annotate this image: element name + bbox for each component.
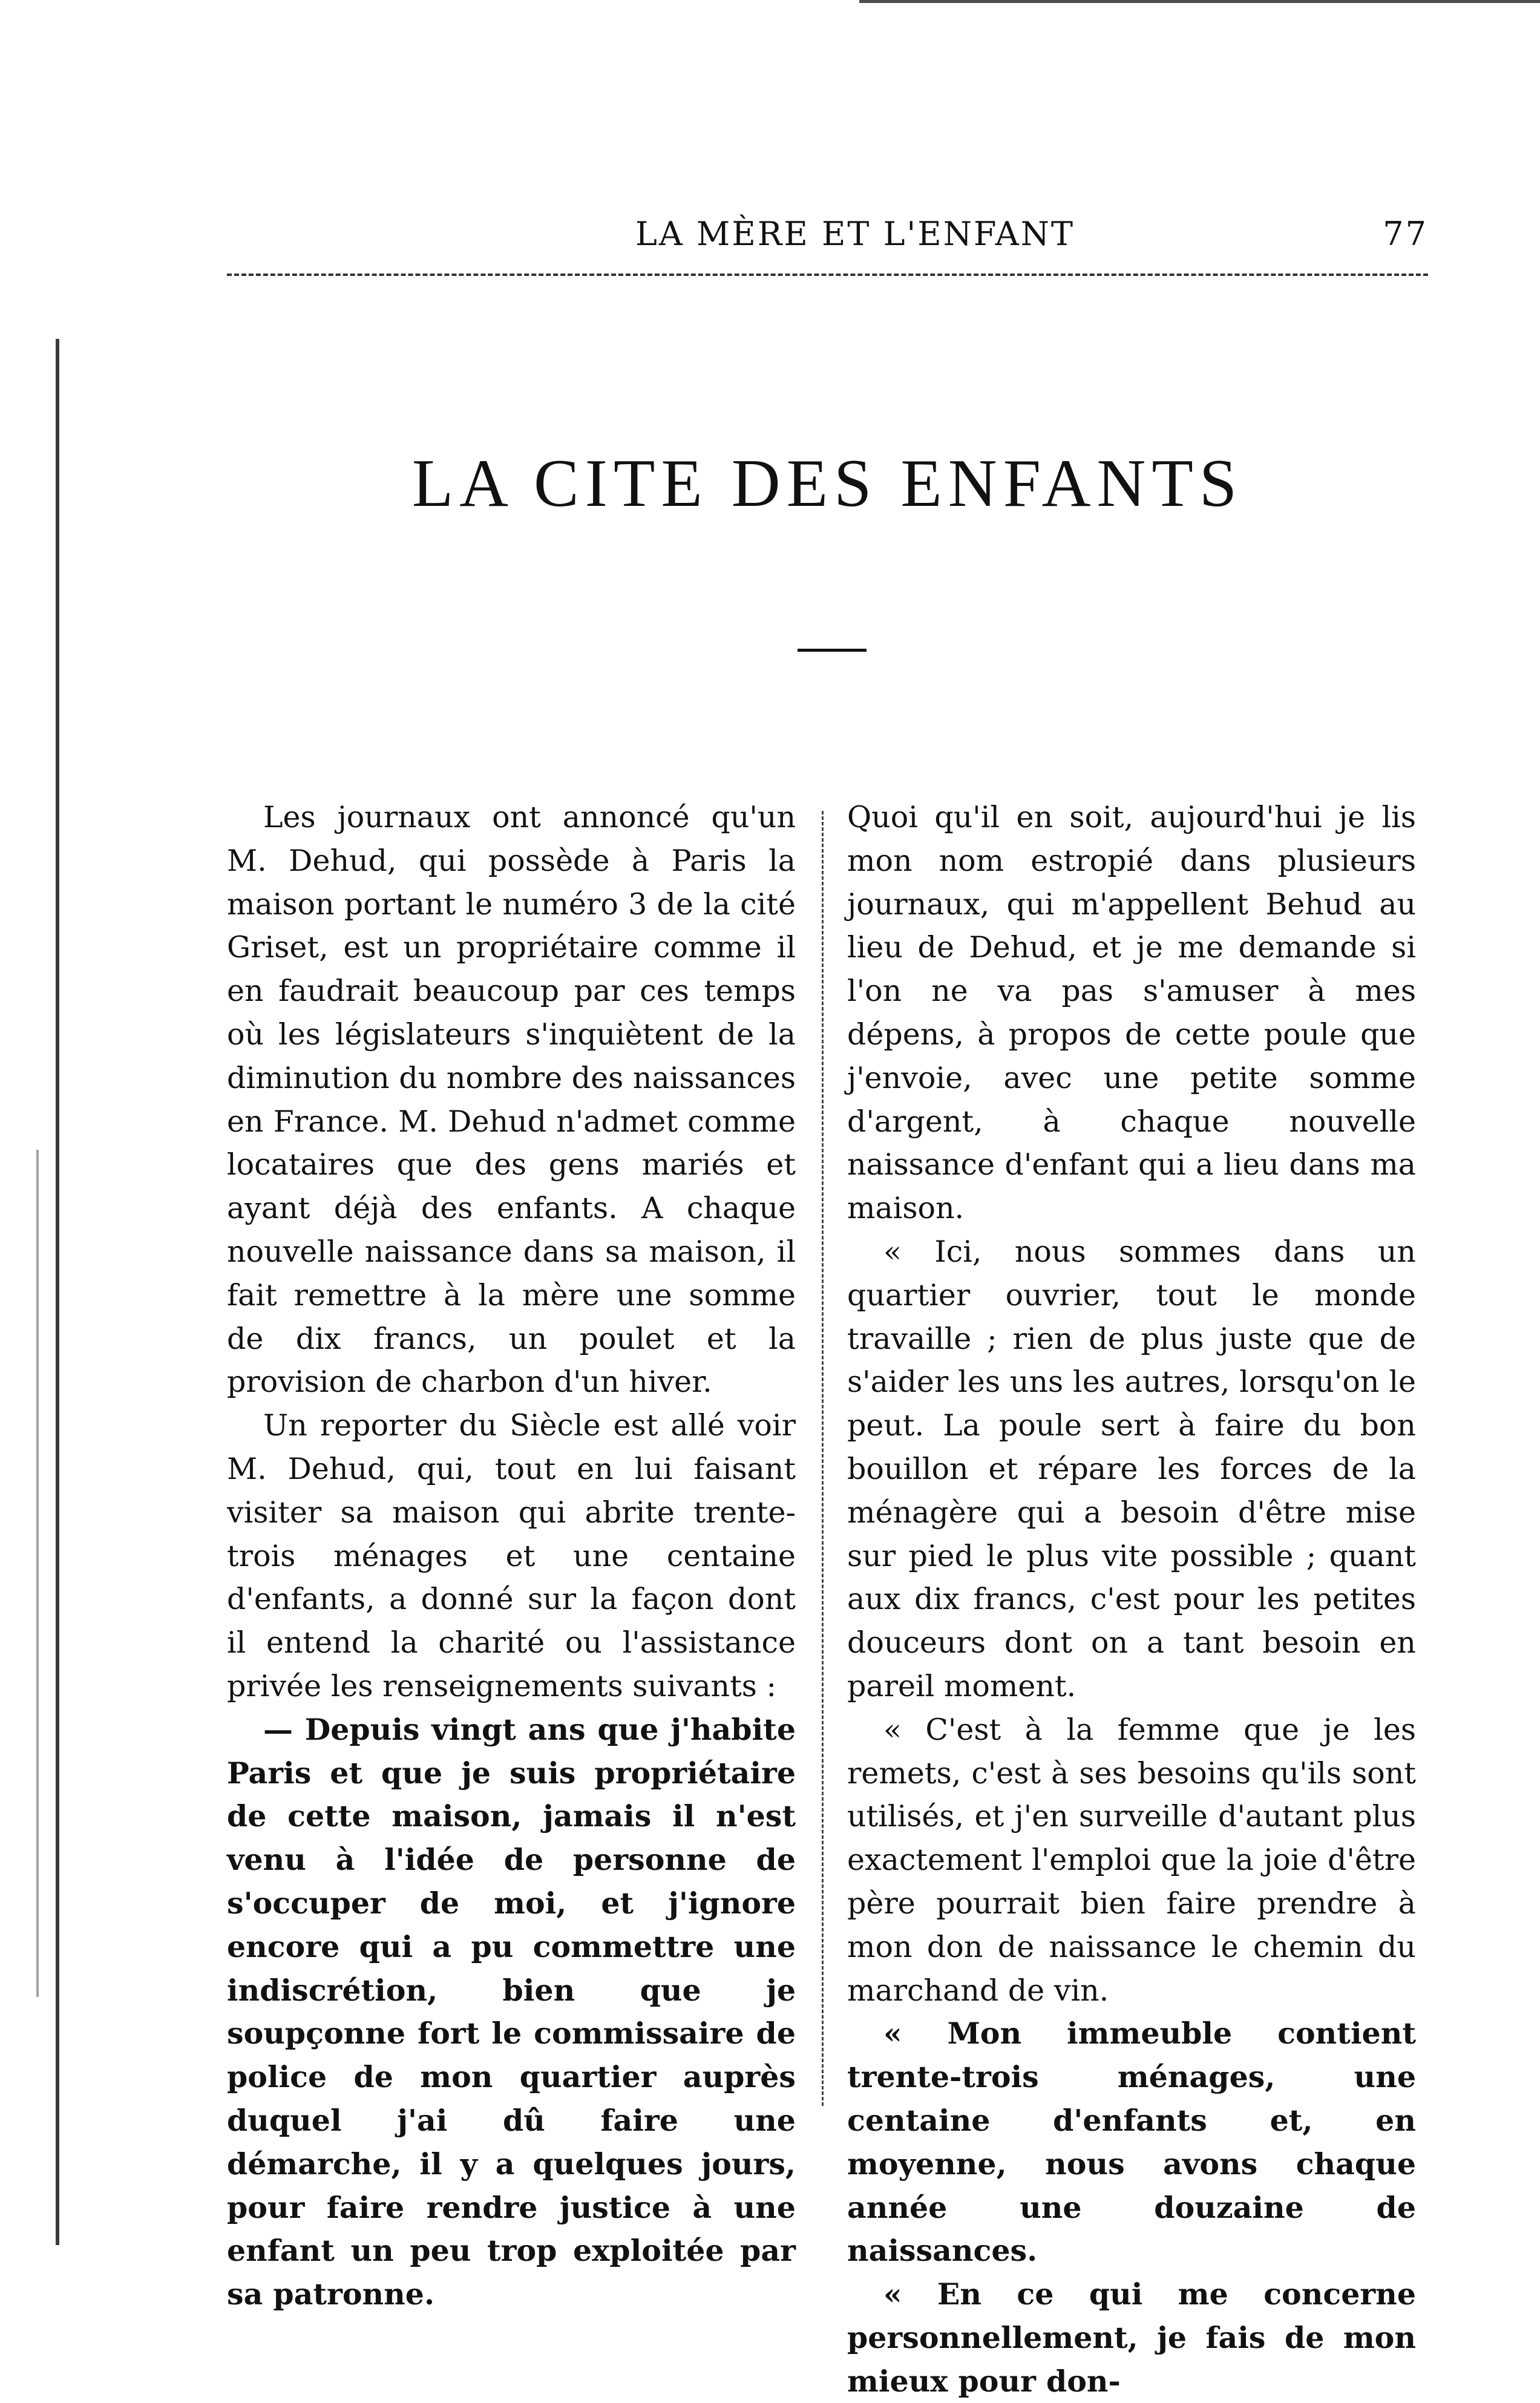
column-divider [822,811,824,2106]
scan-shadow [36,1150,39,1997]
running-head-title: LA MÈRE ET L'ENFANT [635,215,1075,253]
paragraph: « Mon immeuble contient trente-trois ménages, une centaine d'enfants et, en moyenne, nous avons chaque année une douzaine de naissances. [847,2016,1416,2269]
paragraph: Un reporter du Siècle est allé voir M. Dehud, qui, tout en lui faisant visiter sa maison qui abrite trente-trois ménages et une centaine d'enfants, a donné sur la façon dont il entend la charité ou l'assistance privée les renseignements suivants : [227,1408,796,1703]
scan-top-marks [859,0,1540,14]
chapter-title: LA CITE DES ENFANTS [411,446,1243,521]
paragraph: « Ici, nous sommes dans un quartier ouvrier, tout le monde travaille ; rien de plus juste que de s'aider les uns les autres, lorsqu'on le peut. La poule sert à faire du bon bouillon et répare les forces de la ménagère qui a besoin d'être mise sur pied le plus vite possible ; quant aux dix francs, c'est pour les petites douceurs dont on a tant besoin en pareil moment. [847,1234,1416,1703]
left-column [227,796,796,2316]
right-column [847,796,1416,2403]
running-head [227,215,1428,263]
paragraph: — Depuis vingt ans que j'habite Paris et que je suis propriétaire de cette maison, jamais il n'est venu à l'idée de personne de s'occuper de moi, et j'ignore encore qui a pu commettre une indiscrétion, bien que je soupçonne fort le commissaire de police de mon quartier auprès duquel j'ai dû faire une démarche, il y a quelques jours, pour faire rendre justice à une enfant un peu trop exploitée par sa patronne. [227,1711,796,2312]
title-rule [798,649,867,652]
paragraph: « C'est à la femme que je les remets, c'est à ses besoins qu'ils sont utilisés, et j'en surveille d'autant plus exactement l'emploi que la joie d'être père pourrait bien faire prendre à mon don de naissance le chemin du marchand de vin. [847,1712,1416,2008]
scan-binding-edge [56,339,59,2245]
paragraph: Les journaux ont annoncé qu'un M. Dehud, qui possède à Paris la maison portant le numéro 3 de la cité Griset, est un propriétaire comme il en faudrait beaucoup par ces temps où les législateurs s'inquiètent de la diminution du nombre des naissances en France. M. Dehud n'admet comme locataires que des gens mariés et ayant déjà des enfants. A chaque nouvelle naissance dans sa maison, il fait remettre à la mère une somme de dix francs, un poulet et la provision de charbon d'un hiver. [227,800,796,1400]
paragraph: Quoi qu'il en soit, aujourd'hui je lis mon nom estropié dans plusieurs journaux, qui m'appellent Behud au lieu de Dehud, et je me demande si l'on ne va pas s'amuser à mes dépens, à propos de cette poule que j'envoie, avec une petite somme d'argent, à chaque nouvelle naissance d'enfant qui a lieu dans ma maison. [847,800,1416,1226]
page-number: 77 [1383,215,1428,253]
paragraph: « En ce qui me concerne personnellement, je fais de mon mieux pour don- [847,2277,1416,2399]
header-rule [227,274,1428,276]
